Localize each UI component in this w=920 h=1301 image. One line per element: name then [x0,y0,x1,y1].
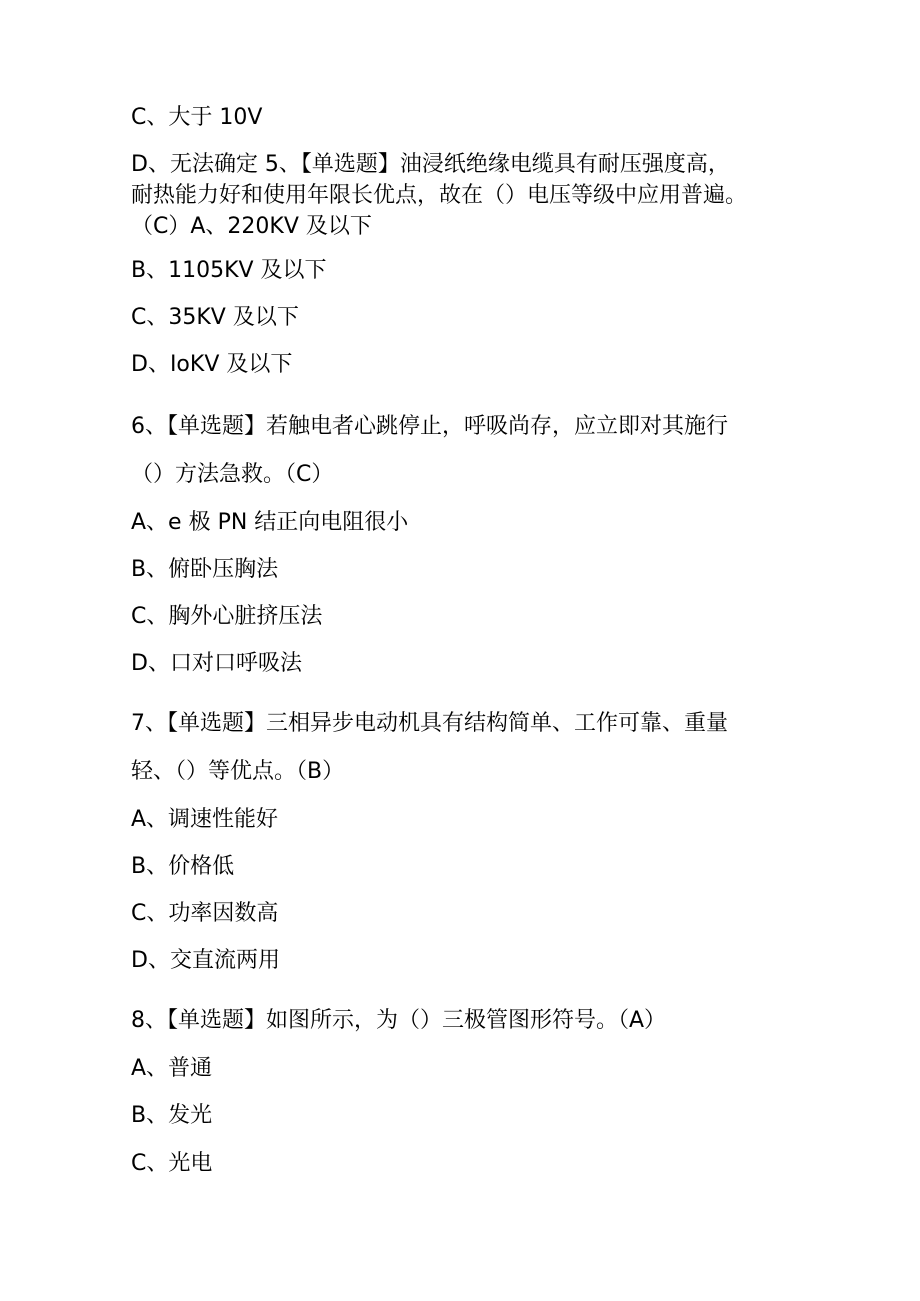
question-7-text: 7、【单选题】三相异步电动机具有结构简单、工作可靠、重量 [131,711,728,736]
option-d-q4-and-question-5: D、无法确定 5、【单选题】油浸纸绝缘电缆具有耐压强度高， [131,152,730,177]
option-c-q5: C、35KV 及以下 [131,305,299,330]
option-a-q6: A、e 极 PN 结正向电阻很小 [131,510,409,535]
option-d-q5: D、IoKV 及以下 [131,352,293,377]
option-a-q7: A、调速性能好 [131,807,279,832]
option-a-q8: A、普通 [131,1056,213,1081]
option-b-q6: B、俯卧压胸法 [131,557,279,582]
option-c-q6: C、胸外心脏挤压法 [131,604,323,629]
option-c-q4: C、大于 10V [131,105,263,130]
question-5-text-cont: 耐热能力好和使用年限长优点，故在（）电压等级中应用普遍。 [131,183,748,208]
option-b-q7: B、价格低 [131,854,235,879]
question-5-answer-option-a: （C）A、220KV 及以下 [131,214,372,239]
option-d-q6: D、口对口呼吸法 [131,651,302,676]
option-c-q8: C、光电 [131,1151,213,1176]
question-7-text-cont: 轻、（）等优点。（B） [131,759,345,784]
question-6-text-cont: （）方法急救。（C） [131,462,334,487]
question-8-text: 8、【单选题】如图所示，为（）三极管图形符号。（A） [131,1008,667,1033]
option-b-q5: B、1105KV 及以下 [131,258,327,283]
option-b-q8: B、发光 [131,1103,213,1128]
question-6-text: 6、【单选题】若触电者心跳停止，呼吸尚存，应立即对其施行 [131,414,728,439]
option-d-q7: D、交直流两用 [131,948,280,973]
option-c-q7: C、功率因数高 [131,901,279,926]
